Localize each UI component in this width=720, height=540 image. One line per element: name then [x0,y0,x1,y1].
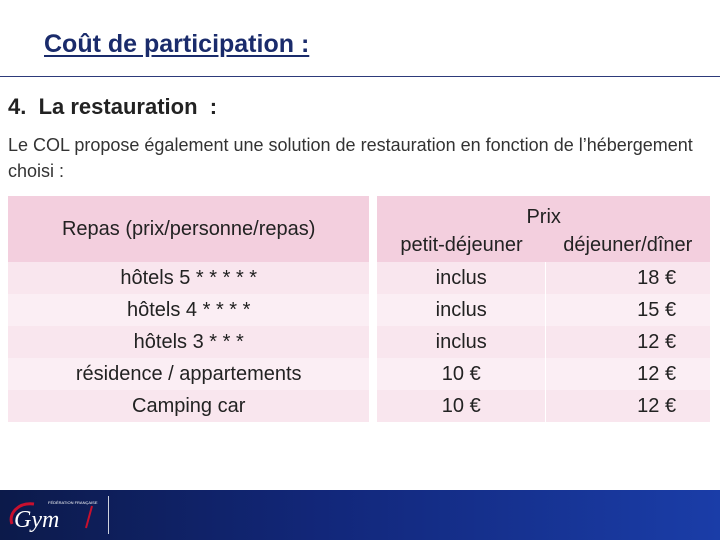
row-label: hôtels 3 * * * [133,330,244,353]
meal-price: 12 € [637,330,677,353]
row-label: Camping car [132,394,246,417]
logo-wordmark: Gym [14,507,60,533]
table-row [8,326,710,358]
page-title: Coût de participation : [44,30,310,58]
row-label: résidence / appartements [75,362,302,385]
section-heading: 4. La restauration : [8,94,218,119]
breakfast-price: inclus [377,294,545,326]
breakfast-price: inclus [377,326,545,358]
column-header-lunch-dinner: déjeuner/dîner [546,229,710,262]
title-divider [0,76,720,77]
logo-caption: FÉDÉRATION FRANÇAISE [48,500,98,505]
ffgym-logo [4,494,104,536]
footer-bar [0,490,720,540]
breakfast-price: 10 € [377,358,545,390]
meal-price: 15 € [637,298,677,321]
breakfast-price: 10 € [377,390,545,422]
column-header-meal: Repas (prix/personne/repas) [8,196,369,262]
meal-price: 12 € [637,394,677,417]
catering-price-table [8,196,710,422]
logo-divider [108,496,109,534]
meal-price: 12 € [637,362,677,385]
table-row [8,262,710,294]
column-group-price: Prix [377,196,710,229]
table-header-row [8,196,710,229]
breakfast-price: inclus [377,262,545,294]
table-row [8,390,710,422]
column-header-breakfast: petit-déjeuner [377,229,545,262]
meal-price: 18 € [637,266,677,289]
table-row [8,294,710,326]
table-row [8,358,710,390]
row-label: hôtels 4 * * * * [127,298,251,321]
row-label: hôtels 5 * * * * * [120,266,258,289]
intro-paragraph: Le COL propose également une solution de restauration en fonction de l’hébergement choisi : [8,135,693,181]
